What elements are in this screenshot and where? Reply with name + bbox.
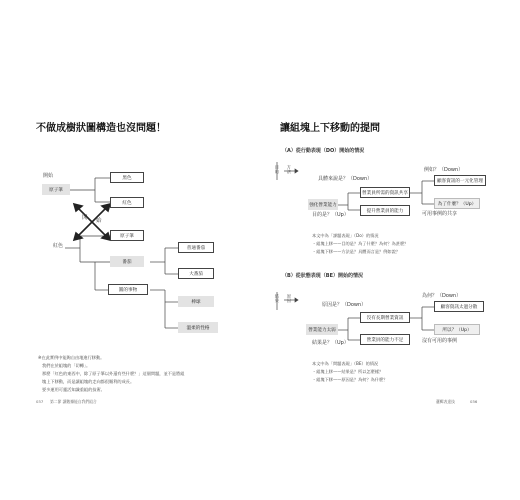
left-page-chapter: 第二節 讓數據能自我們組合 xyxy=(50,399,97,404)
node-yuanzibi-2: 原子筆 xyxy=(110,230,144,241)
left-page-number: 037 xyxy=(36,399,44,404)
node-hongse: 紅色 xyxy=(110,197,144,208)
section-b-note-2: ・組塊上移——結果是？所以怎麼樣？ xyxy=(312,369,384,374)
section-b-heading: （B）從狀態表現（BE）開始的情況 xyxy=(282,273,364,279)
section-a-node-right-bottom: 為了什麼？（Up） xyxy=(434,198,480,209)
node-yuanzibi: 原子筆 xyxy=(42,184,70,195)
note-line-4: 塊上下移動，而是讓組塊的走向都很順利的成長。 xyxy=(42,379,135,384)
node-wenrou: 溫柔的性格 xyxy=(178,322,218,333)
node-qiezi: 番茄 xyxy=(110,256,144,267)
node-yuandeshiwu: 圓的事物 xyxy=(108,284,148,295)
section-b-node-left: 營業能力太弱 xyxy=(306,324,338,335)
section-b-node-bottom: 營業員的能力不足 xyxy=(360,334,410,345)
node-dafanqie: 大番茄 xyxy=(178,268,214,279)
right-page-title: 讓組塊上下移動的提問 xyxy=(280,123,380,134)
right-page-number: 036 xyxy=(470,399,478,404)
section-a-node-bottom: 提升營業員的能力 xyxy=(360,205,410,216)
section-a-vertical-label: 目的 xyxy=(274,165,280,174)
section-a-heading: （A）從行動表現（DO）開始的情況 xyxy=(282,148,365,154)
section-b-arrow-label: 原因 xyxy=(286,294,292,303)
section-a-node-mid: 營業員所需的資訊共享 xyxy=(360,187,410,198)
section-b-q-top-left: 原因是？（Down） xyxy=(322,302,367,308)
section-b-q-top-right: 為何？（Down） xyxy=(422,293,462,299)
cross-label-bottom: 始 xyxy=(96,218,102,224)
note-line-2: 我們在於組塊的「切轉」。 xyxy=(42,363,91,368)
note-line-3: 那麼「紅色的東西中，除了原子筆以外還有些什麼？」這個問題，並不是將組 xyxy=(42,371,185,376)
note-line-1: ※在此實例中能夠自由地進行移動。 xyxy=(38,355,105,360)
section-a-note-2: ・組塊上移——目的是？為了什麼？為何？為甚麼？ xyxy=(312,241,409,246)
section-b-q-bottom-left: 結果是？（Up） xyxy=(312,340,349,346)
start-label: 開始 xyxy=(43,173,54,179)
node-hongse-left: 紅色 xyxy=(53,243,64,249)
cross-label-top: 開 xyxy=(82,215,88,221)
section-a-arrow-label: 方法 xyxy=(286,165,292,174)
note-line-5: 要多運用可靈活知識重組的技術。 xyxy=(42,387,105,392)
section-b-q-bottom-right: 沒有可用的事例 xyxy=(422,338,458,344)
section-a-q-bottom-left: 目的是？（Up） xyxy=(312,212,349,218)
node-bangqiu: 棒球 xyxy=(178,296,214,307)
section-b-vertical-label: 結果 xyxy=(274,294,280,303)
section-a-node-right-top: 顧客資訊的一元化管理 xyxy=(434,175,486,186)
node-putong: 普通番茄 xyxy=(178,242,214,253)
right-page-section: 邏輯表達技 xyxy=(436,399,455,404)
section-b-node-right-bottom: 所以？（Up） xyxy=(434,324,480,335)
section-b-note-1: 本文中為「問題表現」（BE）的情況 xyxy=(312,361,379,366)
section-a-note-3: ・組塊下移——方法是？具體而言是？例如說？ xyxy=(312,249,400,254)
section-a-q-top-left: 具體來說是？（Down） xyxy=(318,176,373,182)
section-b-node-right-top: 顧客資訊太過分散 xyxy=(434,301,484,312)
section-a-node-left: 強化營業能力 xyxy=(308,199,338,210)
section-a-q-top-right: 例如？（Down） xyxy=(424,167,464,173)
section-a-q-bottom-right: 可用事例的共享 xyxy=(422,211,458,217)
section-b-node-mid: 沒有長期營業資訊 xyxy=(360,312,410,323)
left-page-title: 不做成樹狀圖構造也沒問題！ xyxy=(36,123,166,134)
node-heise: 黑色 xyxy=(110,172,144,183)
section-b-note-3: ・組塊下移——原因是？為何？為什麼？ xyxy=(312,377,388,382)
section-a-note-1: 本文中為「課題表現」（Do）的情況 xyxy=(312,233,379,238)
right-page xyxy=(260,0,520,500)
